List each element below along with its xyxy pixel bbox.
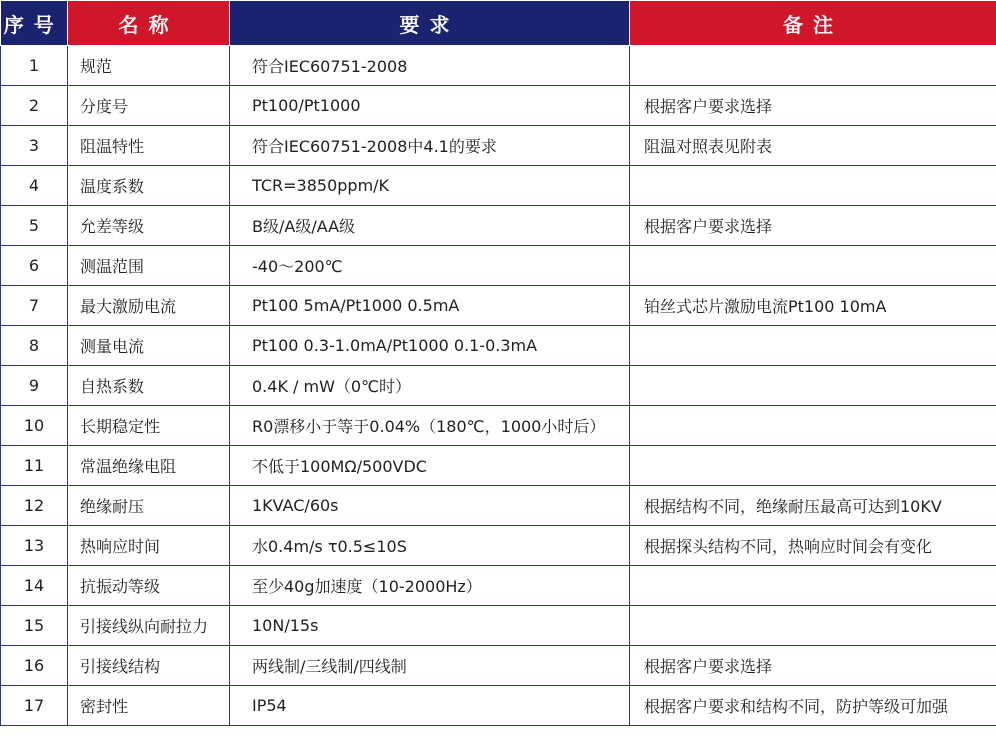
- row-requirement: 0.4K / mW（0℃时）: [230, 366, 630, 406]
- row-name: 自热系数: [68, 366, 230, 406]
- table-row: [1, 366, 996, 406]
- table-row: [1, 326, 996, 366]
- row-note: 根据客户要求选择: [630, 86, 996, 126]
- row-note: [630, 606, 996, 646]
- table-body: [1, 46, 996, 726]
- row-index: 4: [1, 166, 68, 206]
- row-index: 3: [1, 126, 68, 166]
- row-note: [630, 406, 996, 446]
- row-name: 最大激励电流: [68, 286, 230, 326]
- header-name: 名称: [68, 1, 230, 46]
- row-note: [630, 166, 996, 206]
- table-row: [1, 206, 996, 246]
- row-requirement: 符合IEC60751-2008中4.1的要求: [230, 126, 630, 166]
- row-note: [630, 566, 996, 606]
- row-name: 规范: [68, 46, 230, 86]
- row-name: 常温绝缘电阻: [68, 446, 230, 486]
- row-note: [630, 366, 996, 406]
- row-name: 抗振动等级: [68, 566, 230, 606]
- row-name: 绝缘耐压: [68, 486, 230, 526]
- row-note: 根据客户要求选择: [630, 646, 996, 686]
- table-row: [1, 526, 996, 566]
- header-requirement: 要求: [230, 1, 630, 46]
- table-row: [1, 646, 996, 686]
- row-name: 温度系数: [68, 166, 230, 206]
- row-name: 测量电流: [68, 326, 230, 366]
- row-note: [630, 46, 996, 86]
- header-note: 备注: [630, 1, 996, 46]
- row-index: 17: [1, 686, 68, 726]
- row-index: 13: [1, 526, 68, 566]
- table-row: [1, 86, 996, 126]
- row-name: 允差等级: [68, 206, 230, 246]
- table-row: [1, 126, 996, 166]
- row-index: 15: [1, 606, 68, 646]
- row-note: 根据客户要求和结构不同，防护等级可加强: [630, 686, 996, 726]
- row-name: 长期稳定性: [68, 406, 230, 446]
- table-row: [1, 566, 996, 606]
- row-note: 根据结构不同，绝缘耐压最高可达到10KV: [630, 486, 996, 526]
- row-index: 10: [1, 406, 68, 446]
- row-name: 引接线结构: [68, 646, 230, 686]
- table-row: [1, 166, 996, 206]
- table-row: [1, 286, 996, 326]
- row-name: 密封性: [68, 686, 230, 726]
- row-note: 阻温对照表见附表: [630, 126, 996, 166]
- row-index: 1: [1, 46, 68, 86]
- table-row: [1, 246, 996, 286]
- header-index: 序号: [1, 1, 68, 46]
- row-index: 8: [1, 326, 68, 366]
- row-requirement: -40～200℃: [230, 246, 630, 286]
- row-index: 11: [1, 446, 68, 486]
- row-requirement: Pt100/Pt1000: [230, 86, 630, 126]
- row-note: [630, 446, 996, 486]
- table-row: [1, 46, 996, 86]
- row-requirement: B级/A级/AA级: [230, 206, 630, 246]
- row-note: [630, 246, 996, 286]
- table-row: [1, 446, 996, 486]
- table-row: [1, 486, 996, 526]
- row-index: 16: [1, 646, 68, 686]
- table-row: [1, 406, 996, 446]
- row-requirement: 符合IEC60751-2008: [230, 46, 630, 86]
- row-index: 9: [1, 366, 68, 406]
- row-requirement: TCR=3850ppm/K: [230, 166, 630, 206]
- row-requirement: 至少40g加速度（10-2000Hz）: [230, 566, 630, 606]
- row-requirement: 水0.4m/s τ0.5≤10S: [230, 526, 630, 566]
- row-requirement: Pt100 0.3-1.0mA/Pt1000 0.1-0.3mA: [230, 326, 630, 366]
- row-requirement: 不低于100MΩ/500VDC: [230, 446, 630, 486]
- row-index: 5: [1, 206, 68, 246]
- row-index: 7: [1, 286, 68, 326]
- row-requirement: R0漂移小于等于0.04%（180℃，1000小时后）: [230, 406, 630, 446]
- row-name: 阻温特性: [68, 126, 230, 166]
- row-note: 根据探头结构不同，热响应时间会有变化: [630, 526, 996, 566]
- row-requirement: 两线制/三线制/四线制: [230, 646, 630, 686]
- row-note: 铂丝式芯片激励电流Pt100 10mA: [630, 286, 996, 326]
- table-row: [1, 686, 996, 726]
- row-index: 12: [1, 486, 68, 526]
- row-requirement: Pt100 5mA/Pt1000 0.5mA: [230, 286, 630, 326]
- row-note: [630, 326, 996, 366]
- row-requirement: IP54: [230, 686, 630, 726]
- row-requirement: 10N/15s: [230, 606, 630, 646]
- row-name: 测温范围: [68, 246, 230, 286]
- row-index: 2: [1, 86, 68, 126]
- row-requirement: 1KVAC/60s: [230, 486, 630, 526]
- table-row: [1, 606, 996, 646]
- row-name: 热响应时间: [68, 526, 230, 566]
- row-note: 根据客户要求选择: [630, 206, 996, 246]
- row-name: 引接线纵向耐拉力: [68, 606, 230, 646]
- row-name: 分度号: [68, 86, 230, 126]
- row-index: 6: [1, 246, 68, 286]
- row-index: 14: [1, 566, 68, 606]
- header-row: [1, 1, 996, 46]
